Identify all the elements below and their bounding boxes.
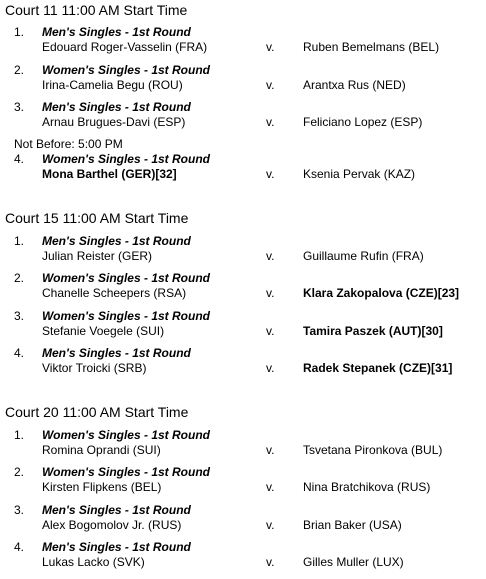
event-name: Women's Singles - 1st Round [42,63,210,77]
versus-label: v. [266,40,275,54]
player-1: Alex Bogomolov Jr. (RUS) [42,518,182,532]
match-number: 2. [14,63,25,77]
match-number: 3. [14,100,25,114]
match-number: 2. [14,465,25,479]
match-number: 3. [14,503,25,517]
player-1: Stefanie Voegele (SUI) [42,324,165,338]
event-name: Women's Singles - 1st Round [42,309,210,323]
versus-label: v. [266,324,275,338]
event-name: Women's Singles - 1st Round [42,428,210,442]
match-number: 3. [14,309,25,323]
event-name: Men's Singles - 1st Round [42,234,191,248]
player-2: Gilles Muller (LUX) [303,555,404,569]
player-1: Kirsten Flipkens (BEL) [42,480,162,494]
event-name: Women's Singles - 1st Round [42,465,210,479]
player-2: Radek Stepanek (CZE)[31] [303,361,453,375]
player-1: Mona Barthel (GER)[32] [42,167,177,181]
versus-label: v. [266,286,275,300]
match-number: 4. [14,540,25,554]
player-2: Guillaume Rufin (FRA) [303,249,424,263]
match-number: 4. [14,346,25,360]
player-1: Arnau Brugues-Davi (ESP) [42,115,186,129]
player-1: Chanelle Scheepers (RSA) [42,286,187,300]
event-name: Men's Singles - 1st Round [42,25,191,39]
player-1: Viktor Troicki (SRB) [42,361,147,375]
versus-label: v. [266,115,275,129]
versus-label: v. [266,480,275,494]
event-name: Men's Singles - 1st Round [42,100,191,114]
match-number: 1. [14,234,25,248]
player-1: Edouard Roger-Vasselin (FRA) [42,40,208,54]
court-20-header: Court 20 11:00 AM Start Time [5,404,189,420]
player-2: Arantxa Rus (NED) [303,78,406,92]
player-1: Lukas Lacko (SVK) [42,555,145,569]
match-number: 4. [14,152,25,166]
event-name: Men's Singles - 1st Round [42,540,191,554]
versus-label: v. [266,167,275,181]
event-name: Men's Singles - 1st Round [42,346,191,360]
player-2: Feliciano Lopez (ESP) [303,115,423,129]
event-name: Men's Singles - 1st Round [42,503,191,517]
match-number: 2. [14,271,25,285]
versus-label: v. [266,249,275,263]
court-11-header: Court 11 11:00 AM Start Time [5,2,188,18]
player-2: Brian Baker (USA) [303,518,402,532]
player-1: Romina Oprandi (SUI) [42,443,161,457]
player-2: Tsvetana Pironkova (BUL) [303,443,443,457]
versus-label: v. [266,361,275,375]
versus-label: v. [266,518,275,532]
player-2: Ruben Bemelmans (BEL) [303,40,440,54]
player-2: Ksenia Pervak (KAZ) [303,167,416,181]
player-2: Tamira Paszek (AUT)[30] [303,324,443,338]
versus-label: v. [266,78,275,92]
match-number: 1. [14,428,25,442]
versus-label: v. [266,443,275,457]
player-1: Julian Reister (GER) [42,249,153,263]
player-1: Irina-Camelia Begu (ROU) [42,78,183,92]
player-2: Klara Zakopalova (CZE)[23] [303,286,460,300]
match-number: 1. [14,25,25,39]
versus-label: v. [266,555,275,569]
event-name: Women's Singles - 1st Round [42,152,210,166]
not-before-note: Not Before: 5:00 PM [14,137,123,151]
event-name: Women's Singles - 1st Round [42,271,210,285]
player-2: Nina Bratchikova (RUS) [303,480,431,494]
court-15-header: Court 15 11:00 AM Start Time [5,210,189,226]
